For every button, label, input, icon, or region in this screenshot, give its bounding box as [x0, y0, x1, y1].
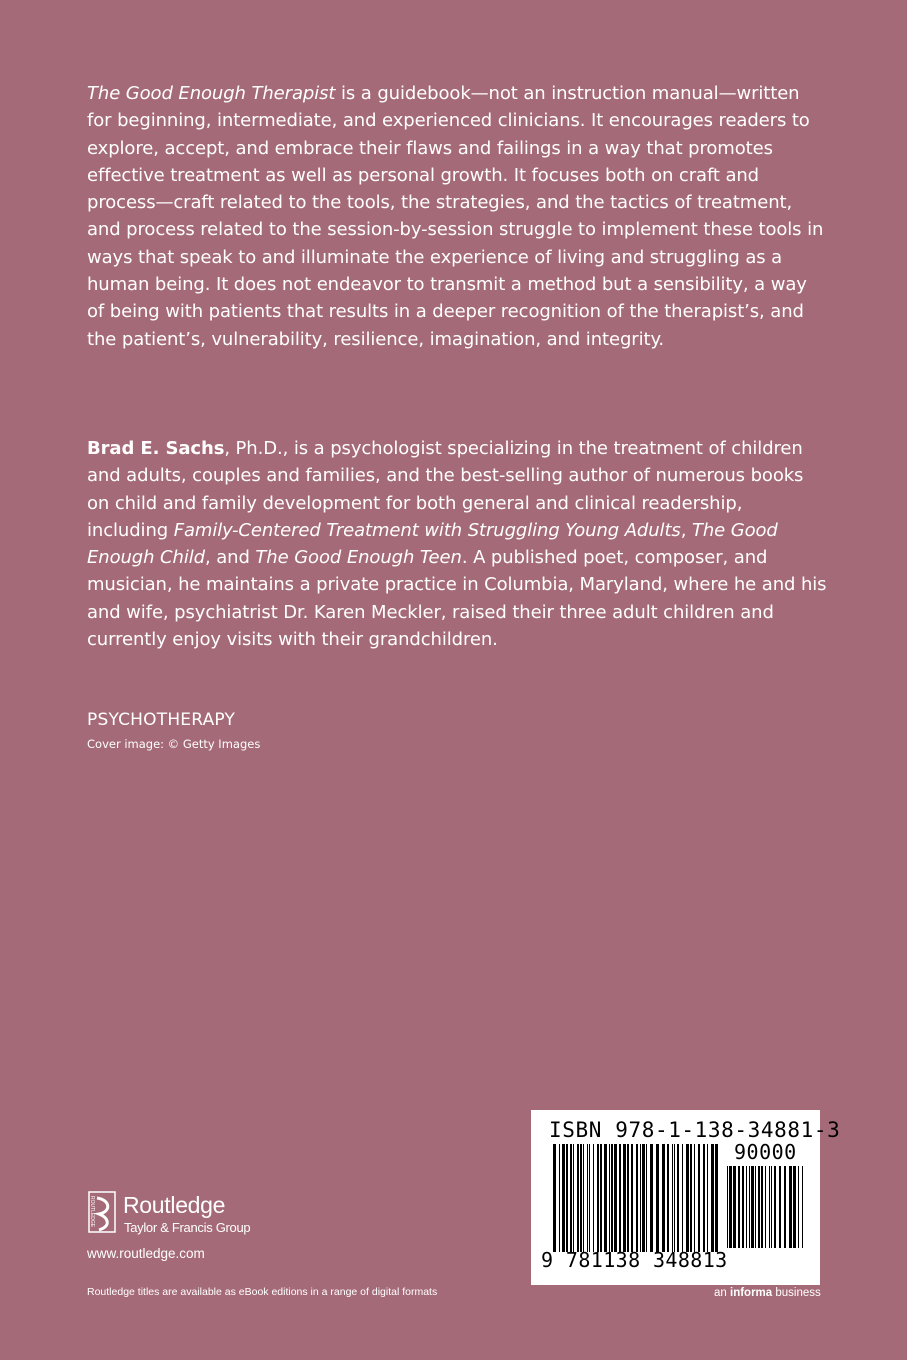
barcode-bar — [627, 1144, 629, 1252]
barcode-bar — [566, 1144, 568, 1252]
book-reference-2: The Good Enough Child — [87, 519, 778, 569]
publisher-logo-block — [87, 1190, 307, 1240]
barcode-bar — [774, 1166, 776, 1248]
barcode-bar — [589, 1144, 590, 1252]
barcode-bar — [784, 1166, 786, 1248]
barcode-bar — [553, 1144, 556, 1252]
publisher-group: Taylor & Francis Group — [124, 1220, 251, 1235]
barcode-bar — [674, 1144, 675, 1252]
barcode-bar — [729, 1166, 732, 1248]
barcode-bar — [802, 1166, 803, 1248]
author-bio — [87, 435, 827, 653]
barcode-bar — [711, 1144, 714, 1252]
barcode-bar — [583, 1144, 584, 1252]
routledge-logo-icon — [87, 1190, 117, 1240]
barcode-bar — [758, 1166, 760, 1248]
barcode-bars-main — [553, 1144, 721, 1252]
barcode-bar — [619, 1144, 621, 1252]
barcode-bar — [656, 1144, 659, 1252]
barcode-bar — [640, 1144, 641, 1252]
informa-prefix: an — [714, 1287, 730, 1299]
barcode-bar — [771, 1166, 772, 1248]
barcode-bar — [715, 1144, 718, 1252]
bio-separator-1: , — [680, 519, 692, 541]
barcode-bar — [559, 1144, 560, 1252]
barcode-bar — [686, 1144, 689, 1252]
barcode-bar — [769, 1166, 770, 1248]
author-name: Brad E. Sachs — [87, 438, 225, 459]
barcode-bar — [636, 1144, 638, 1252]
barcode-bar — [698, 1144, 700, 1252]
barcode-bar — [761, 1166, 763, 1248]
barcode-bar — [742, 1166, 744, 1248]
book-reference-1: Family-Centered Treatment with Struggling Young Adults — [173, 519, 681, 541]
bio-separator-2: , and — [204, 547, 256, 569]
barcode-bar — [690, 1144, 692, 1252]
isbn-label: ISBN 978-1-138-34881-3 — [549, 1118, 841, 1142]
barcode-bar — [577, 1144, 579, 1252]
svg-text:ROUTLEDGE: ROUTLEDGE — [89, 1196, 95, 1228]
price-addon-code: 90000 — [734, 1140, 797, 1164]
barcode-bar — [604, 1144, 607, 1252]
barcode-bar — [593, 1144, 594, 1252]
barcode-bar — [570, 1144, 572, 1252]
barcode-bar — [793, 1166, 796, 1248]
barcode-bar — [738, 1166, 740, 1248]
barcode-bar — [609, 1144, 610, 1252]
barcode-bar — [611, 1144, 613, 1252]
description-text: is a guidebook—not an instruction manual—written for beginning, intermediate, and experienced clinicians. It encourages readers to explore, accept, and embrace their flaws and failings in a way that promotes effective treatment as well as personal growth. It focuses both on craft and process—craft related to the tools, the strategies, and the tactics of treatment, and process related to the session-by-session struggle to implement these tools in ways that speak to and illuminate the experience of living and struggling as a human being. It does not endeavor to transmit a method but a sensibility, a way of being with patients that results in a deeper recognition of the therapist’s, and the patient’s, vulnerability, resilience, imagination, and integrity. — [87, 83, 824, 350]
informa-suffix: business — [772, 1287, 821, 1299]
barcode-bar — [672, 1144, 673, 1252]
book-title: The Good Enough Therapist — [87, 83, 336, 104]
barcode-bar — [631, 1144, 633, 1252]
publisher-website: www.routledge.com — [87, 1246, 205, 1261]
barcode-bar — [662, 1144, 665, 1252]
book-description — [87, 80, 827, 353]
barcode-bar — [642, 1144, 645, 1252]
barcode-bar — [746, 1166, 747, 1248]
barcode-bar — [667, 1144, 669, 1252]
barcode-bar — [580, 1144, 582, 1252]
barcode-bars-addon — [727, 1166, 805, 1248]
barcode-bar — [694, 1144, 695, 1252]
barcode-bar — [623, 1144, 626, 1252]
barcode-bar — [765, 1166, 766, 1248]
ean-digits: 9 781138 348813 — [541, 1248, 728, 1272]
barcode-bar — [597, 1144, 599, 1252]
barcode-bar — [755, 1166, 756, 1248]
bio-text-1: , Ph.D., is a psychologist specializing in the treatment of children and adults, couples and families, and the best-selling author of numerous books on child and family development for both general and clinical readership, including — [87, 438, 804, 541]
barcode-bar — [751, 1166, 754, 1248]
informa-business-tag — [714, 1287, 821, 1299]
barcode-bar — [789, 1166, 792, 1248]
barcode-bar — [703, 1144, 705, 1252]
barcode-bar — [646, 1144, 647, 1252]
barcode-bar — [707, 1144, 708, 1252]
subject-category: PSYCHOTHERAPY — [87, 710, 236, 730]
barcode-bar — [587, 1144, 588, 1252]
bio-text-2: . A published poet, composer, and musician, he maintains a private practice in Columbia, Maryland, where he and his and wife, psychiatrist Dr. Karen Meckler, raised their three adult children and currently enjoy visits with their grandchildren. — [87, 547, 827, 651]
barcode-bar — [600, 1144, 602, 1252]
informa-brand: informa — [730, 1287, 773, 1299]
book-reference-3: The Good Enough Teen — [255, 547, 462, 569]
barcode-bar — [562, 1144, 565, 1252]
barcode-bar — [573, 1144, 574, 1252]
barcode-bar — [727, 1166, 728, 1248]
barcode-bar — [677, 1144, 679, 1252]
barcode-bar — [733, 1166, 736, 1248]
barcode-bar — [650, 1144, 653, 1252]
barcode-bar — [682, 1144, 683, 1252]
ebook-note: Routledge titles are available as eBook editions in a range of digital formats — [87, 1286, 438, 1298]
barcode-bar — [749, 1166, 750, 1248]
isbn-barcode — [531, 1110, 841, 1285]
barcode-bar — [614, 1144, 617, 1252]
publisher-name: Routledge — [123, 1192, 226, 1218]
barcode-bar — [779, 1166, 781, 1248]
barcode-bar — [798, 1166, 799, 1248]
cover-credit: Cover image: © Getty Images — [87, 737, 261, 751]
